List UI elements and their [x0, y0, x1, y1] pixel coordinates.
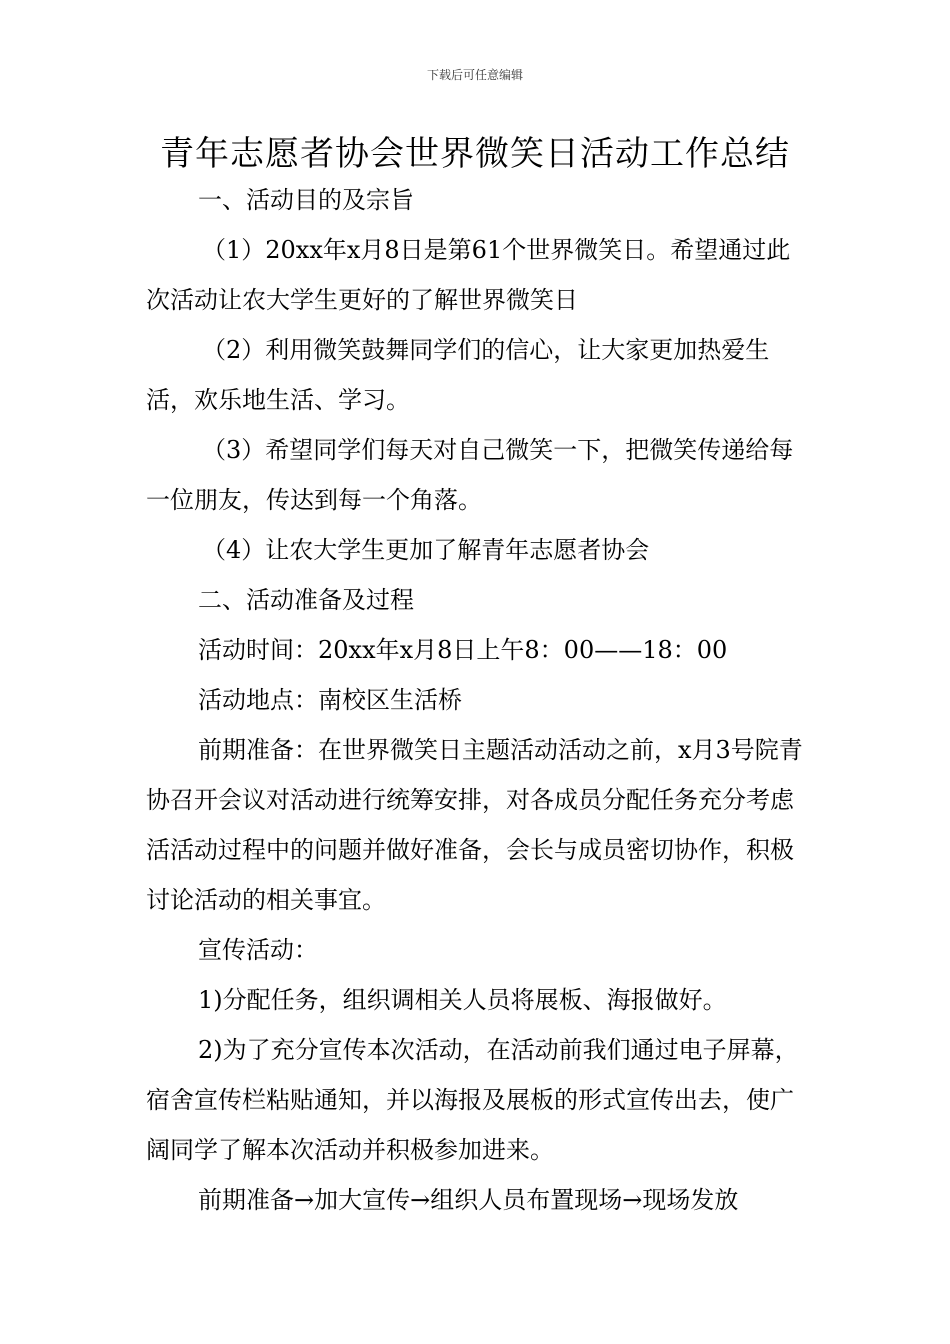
paragraph: （3）希望同学们每天对自己微笑一下，把微笑传递给每一位朋友，传达到每一个角落。: [146, 436, 794, 514]
paragraph: 前期准备→加大宣传→组织人员布置现场→现场发放: [198, 1186, 739, 1214]
paragraph: 活动时间：20xx年x月8日上午8：00——18：00: [198, 636, 728, 664]
paragraph: （4）让农大学生更加了解青年志愿者协会: [202, 536, 650, 564]
document-body: [146, 175, 806, 1225]
paragraph: （1）20xx年x月8日是第61个世界微笑日。希望通过此次活动让农大学生更好的了解世界微笑日: [146, 236, 791, 314]
section-heading: 一、活动目的及宗旨: [198, 186, 414, 214]
paragraph: 前期准备：在世界微笑日主题活动活动之前，x月3号院青协召开会议对活动进行统筹安排，对各成员分配任务充分考虑活活动过程中的问题并做好准备，会长与成员密切协作，积极讨论活动的相关事宜。: [146, 736, 803, 914]
document-title: 青年志愿者协会世界微笑日活动工作总结: [160, 134, 790, 174]
paragraph: 活动地点：南校区生活桥: [198, 686, 462, 714]
paragraph: 1)分配任务，组织调相关人员将展板、海报做好。: [198, 986, 727, 1014]
paragraph: （2）利用微笑鼓舞同学们的信心，让大家更加热爱生活，欢乐地生活、学习。: [146, 336, 770, 414]
paragraph: 2)为了充分宣传本次活动，在活动前我们通过电子屏幕，宿舍宣传栏粘贴通知，并以海报及展板的形式宣传出去，使广阔同学了解本次活动并积极参加进来。: [146, 1036, 799, 1164]
section-heading: 二、活动准备及过程: [198, 586, 414, 614]
header-note: 下载后可任意编辑: [426, 68, 523, 82]
paragraph: 宣传活动：: [198, 936, 318, 964]
